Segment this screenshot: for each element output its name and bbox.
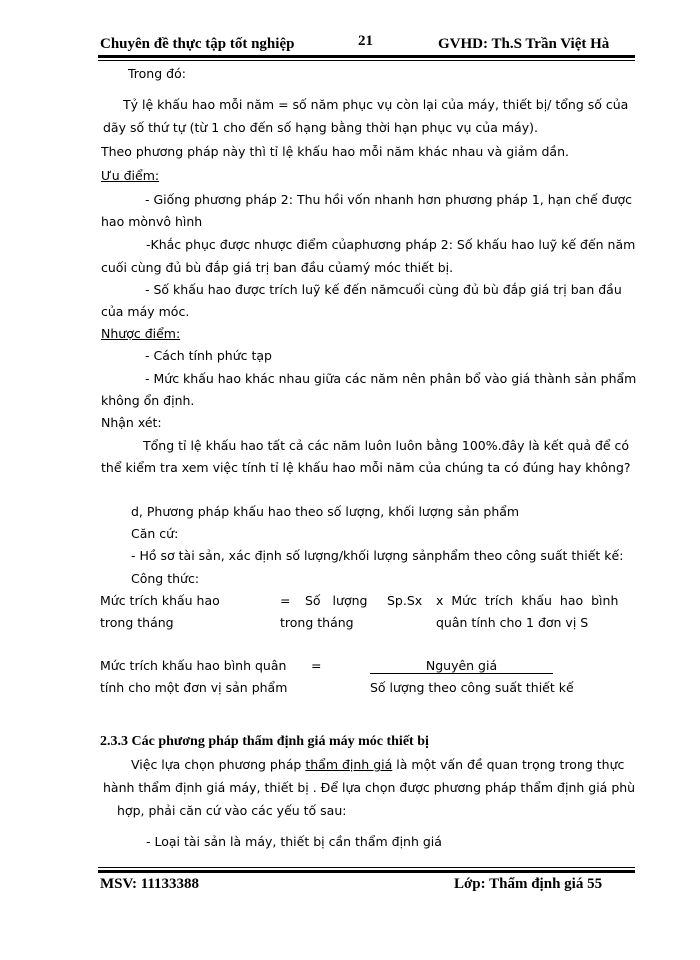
uu-diem-1a: - Giống phương pháp 2: Thu hồi vốn nhanh hơn phương pháp 1, hạn chế được [145, 192, 633, 207]
formula1-quan-tinh: quân tính cho 1 đơn vị S [436, 615, 589, 630]
trong-do-label: Trong đó: [128, 66, 186, 81]
formula1-so-luong: Số lượng [305, 593, 368, 608]
uu-diem-3a: - Số khấu hao được trích luỹ kế đến nămcuối cùng đủ bù đắp giá trị ban đầu [145, 282, 622, 297]
formula1-spsx: Sp.Sx [387, 593, 423, 608]
footer-class: Lớp: Thẩm định giá 55 [454, 876, 603, 892]
page-number: 21 [358, 33, 373, 49]
formula2-equals: = [311, 658, 322, 673]
footer-rule-thick [98, 870, 635, 873]
section-para-text: Việc lựa chọn phương pháp [131, 757, 306, 772]
uu-diem-3b: của máy móc. [101, 304, 190, 319]
footer-student-id: MSV: 11133388 [100, 876, 200, 892]
footer-rule-thin [98, 867, 635, 868]
theo-phuong-phap: Theo phương pháp này thì tỉ lệ khấu hao mỗi năm khác nhau và giảm dần. [101, 144, 569, 159]
uu-diem-2a: -Khắc phục được nhược điểm củaphương pháp 2: Số khấu hao luỹ kế đến năm [146, 237, 636, 252]
nhuoc-diem-2a: - Mức khấu hao khác nhau giữa các năm nên phân bổ vào giá thành sản phẩm [145, 371, 637, 386]
formula2-numerator: Nguyên giá [370, 658, 553, 674]
nhuoc-diem-heading: Nhược điểm: [101, 326, 181, 341]
nhan-xet-1: Tổng tỉ lệ khấu hao tất cả các năm luôn luôn bằng 100%.đây là kết quả để có [143, 438, 630, 453]
ho-so: - Hồ sơ tài sản, xác định số lượng/khối lượng sảnphẩm theo công suất thiết kế: [131, 548, 624, 563]
formula1-x-muc: x Mức trích khấu hao bình [436, 593, 619, 608]
can-cu: Căn cứ: [131, 526, 179, 541]
uu-diem-heading: Ưu điểm: [101, 168, 160, 183]
section-para-line-1 [131, 757, 624, 772]
formula2-lhs-1: Mức trích khấu hao bình quân [100, 658, 287, 673]
formula2-lhs-2: tính cho một đơn vị sản phẩm [100, 680, 288, 695]
header-advisor: GVHD: Th.S Trần Việt Hà [438, 36, 610, 52]
ty-le-line-2: dãy số thứ tự (từ 1 cho đến số hạng bằng thời hạn phục vụ của máy). [103, 120, 538, 135]
header-rule-thick [98, 55, 635, 58]
nhan-xet-heading: Nhận xét: [101, 415, 162, 430]
formula1-lhs-1: Mức trích khấu hao [100, 593, 220, 608]
formula1-trong-thang: trong tháng [280, 615, 354, 630]
tham-dinh-gia-link: thẩm định giá [305, 757, 393, 772]
cong-thuc: Công thức: [131, 571, 200, 586]
header-rule-thin [98, 60, 635, 61]
uu-diem-2b: cuối cùng đủ bù đắp giá trị ban đầu củamý móc thiết bị. [101, 260, 454, 275]
nhuoc-diem-2b: không ổn định. [101, 393, 195, 408]
section-bullet: - Loại tài sản là máy, thiết bị cần thẩm định giá [146, 834, 442, 849]
section-para-text-cont: là một vấn đề quan trọng trong thực [392, 757, 625, 772]
nhan-xet-2: thể kiểm tra xem việc tính tỉ lệ khấu hao mỗi năm của chúng ta có đúng hay không? [101, 460, 631, 475]
uu-diem-1b: hao mònvô hình [101, 214, 203, 229]
formula1-lhs-2: trong tháng [100, 615, 174, 630]
formula2-denominator: Số lượng theo công suất thiết kế [370, 680, 574, 695]
method-d: d, Phương pháp khấu hao theo số lượng, khối lượng sản phẩm [131, 504, 520, 519]
nhuoc-diem-1: - Cách tính phức tạp [145, 348, 272, 363]
ty-le-line-1: Tỷ lệ khấu hao mỗi năm = số năm phục vụ còn lại của máy, thiết bị/ tổng số của [123, 97, 629, 112]
section-para-line-2: hành thẩm định giá máy, thiết bị . Để lựa chọn được phương pháp thẩm định giá phù [103, 780, 636, 795]
header-title: Chuyên đề thực tập tốt nghiệp [100, 36, 295, 52]
formula1-equals: = [280, 593, 291, 608]
section-heading: 2.3.3 Các phương pháp thẩm định giá máy móc thiết bị [100, 734, 429, 749]
section-para-line-3: hợp, phải căn cứ vào các yếu tố sau: [117, 803, 347, 818]
